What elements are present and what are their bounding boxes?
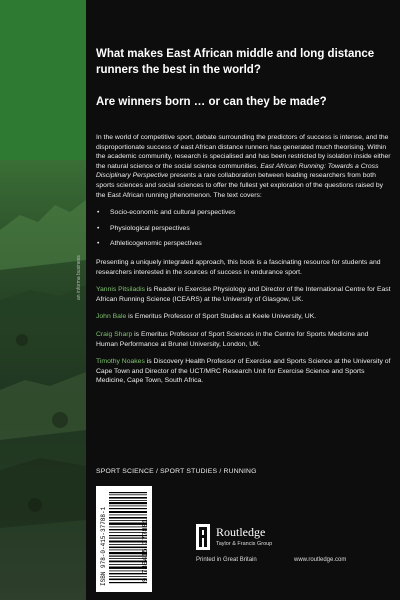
informa-note: an informa business [76,255,82,300]
blurb [96,133,392,394]
intro-paragraph: In the world of competitive sport, debate surrounding the predictors of success is intense, and the disproportionate success of east African distance runners has generated much theorising. Within the academic community, research is specialised and has been restricted by isolation inside either the natural science or the social science communities. East African Running: Towards a Cross Disciplinary Perspective presents a rare collaboration between leading researchers from both sports sciences and social sciences to offer the fullest yet exploration of the questions raised by the East African running phenomenon. The text covers: [96,134,391,199]
publisher-website: www.routledge.com [294,557,347,563]
publisher-brand [216,525,272,547]
topic-item: • Physiological perspectives [96,224,392,234]
author-name: Craig Sharp [96,330,133,338]
topic-list [96,208,392,249]
author-bio: John Bale is Emeritus Professor of Sport Studies at Keele University, UK. [96,313,317,321]
barcode [96,486,152,592]
summary-paragraph: Presenting a uniquely integrated approach, this book is a fascinating resource for students and researchers interested in the sources of success in endurance sport. [96,258,381,276]
headline-question: What makes East African middle and long distance runners the best in the world? [96,48,375,76]
author-name: Timothy Noakes [96,358,145,366]
author-name: John Bale [96,313,127,321]
routledge-logo-icon [196,524,210,550]
subject-categories: SPORT SCIENCE / SPORT STUDIES / RUNNING [96,468,257,475]
topic-item: • Athleticogenomic perspectives [96,239,392,249]
green-side-strip [0,0,86,600]
landscape-illustration [0,0,86,600]
topic-item: • Socio-economic and cultural perspectives [96,208,392,218]
book-title: East African Running: Towards a Cross Disciplinary Perspective [96,162,379,180]
barcode-digits: 9 780415 377881 [142,518,150,582]
main-text-area [96,0,392,600]
author-bio: Timothy Noakes is Discovery Health Professor of Exercise and Sports Science at the University of Cape Town and Director of the UCT/MRC Research Unit for Exercise Science and Sports Medicine, Cape Town, South Africa. [96,358,391,385]
subheadline-question: Are winners born … or can they be made? [96,96,327,108]
author-name: Yannis Pitsiladis [96,286,145,294]
printed-in: Printed in Great Britain [196,557,257,563]
publisher-name: Routledge [216,525,266,539]
author-bio: Yannis Pitsiladis is Reader in Exercise Physiology and Director of the International Centre for East African Running Science (ICEARS) at the University of Glasgow, UK. [96,286,391,303]
publisher-group: Taylor & Francis Group [216,541,273,547]
isbn-label: ISBN 978-0-415-37788-1 [100,506,107,586]
author-bio: Craig Sharp is Emeritus Professor of Sport Sciences in the Centre for Sports Medicine and Human Performance at Brunel University, London, UK. [96,330,369,348]
